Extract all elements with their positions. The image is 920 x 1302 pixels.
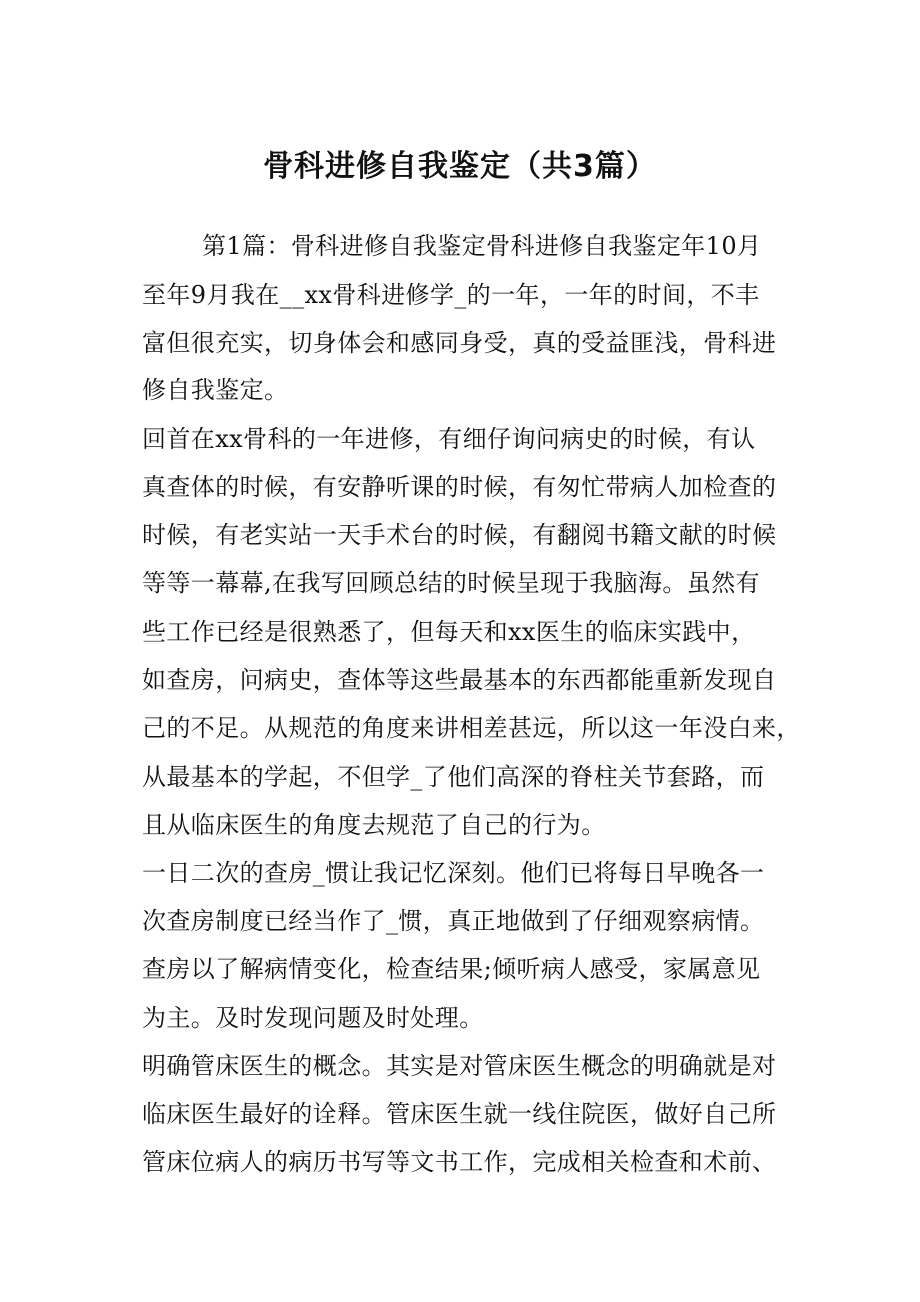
text-line: 如查房，问病史，查体等这些最基本的东西都能重新发现自 [142, 666, 777, 694]
text-line: 为主。及时发现问题及时处理。 [142, 1004, 484, 1032]
text-line: 查房以了解病情变化，检查结果;倾听病人感受，家属意见 [142, 955, 761, 983]
text-line: 富但很充实，切身体会和感同身受，真的受益匪浅，骨科进 [142, 329, 777, 357]
text-line: 些工作已经是很熟悉了，但每天和xx医生的临床实践中， [142, 618, 756, 646]
text-line: 管床位病人的病历书写等文书工作，完成相关检查和术前、 [142, 1148, 777, 1176]
text-line: 至年9月我在__xx骨科进修学_的一年，一年的时间，不丰 [142, 281, 760, 309]
text-line: 明确管床医生的概念。其实是对管床医生概念的明确就是对 [142, 1052, 777, 1080]
text-line: 从最基本的学起，不但学_了他们高深的脊柱关节套路，而 [142, 763, 765, 791]
text-line: 己的不足。从规范的角度来讲相差甚远，所以这一年没白来， [142, 714, 801, 742]
text-line: 真查体的时候，有安静听课的时候，有匆忙带病人加检查的 [142, 473, 777, 501]
text-line: 临床医生最好的诠释。管床医生就一线住院医，做好自己所 [142, 1100, 777, 1128]
document-title: 骨科进修自我鉴定（共3篇） [263, 149, 657, 184]
text-line: 时候，有老实站一天手术台的时候，有翻阅书籍文献的时候 [142, 521, 777, 549]
text-line: 一日二次的查房_惯让我记忆深刻。他们已将每日早晚各一 [142, 859, 765, 887]
text-line: 等等一幕幕,在我写回顾总结的时候呈现于我脑海。虽然有 [142, 569, 761, 597]
text-line: 第1篇：骨科进修自我鉴定骨科进修自我鉴定年10月 [202, 232, 762, 260]
text-line: 且从临床医生的角度去规范了自己的行为。 [142, 811, 606, 839]
text-line: 回首在xx骨科的一年进修，有细仔询问病史的时候，有认 [142, 425, 756, 453]
text-line: 次查房制度已经当作了_惯，真正地做到了仔细观察病情。 [142, 907, 765, 935]
text-line: 修自我鉴定。 [142, 376, 289, 404]
